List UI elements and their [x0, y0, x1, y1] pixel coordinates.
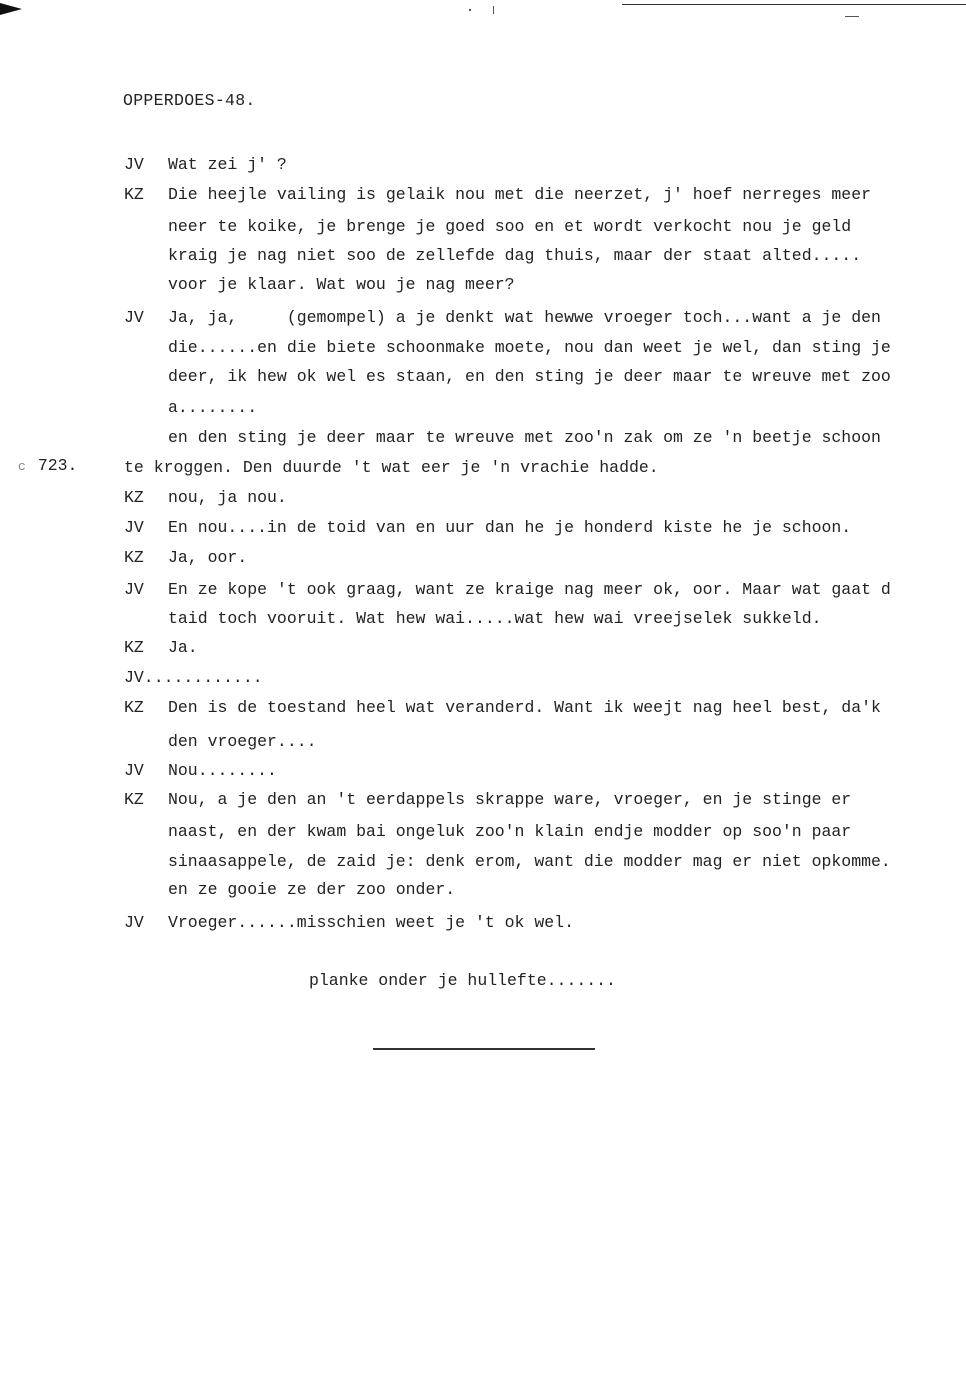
transcript-line: a........: [168, 398, 258, 417]
speck: [493, 6, 494, 14]
margin-symbol: c: [18, 459, 26, 474]
margin-note: [18, 456, 77, 475]
speaker-label: JV: [124, 761, 144, 780]
transcript-line: taid toch vooruit. Wat hew wai.....wat hew wai vreejselek sukkeld.: [168, 609, 822, 628]
transcript-line: deer, ik hew ok wel es staan, en den sting je deer maar te wreuve met zoo: [168, 367, 891, 386]
page-header: OPPERDOES-48.: [123, 91, 256, 110]
speaker-label: JV............: [124, 668, 263, 687]
transcript-line: Ja.: [168, 638, 198, 657]
speaker-label: JV: [124, 518, 144, 537]
transcript-line: kraig je nag niet soo de zellefde dag thuis, maar der staat alted.....: [168, 246, 862, 265]
trailing-line: planke onder je hullefte.......: [309, 971, 616, 990]
transcript-line: den vroeger....: [168, 732, 317, 751]
transcript-line: te kroggen. Den duurde 't wat eer je 'n vrachie hadde.: [124, 458, 659, 477]
transcript-line: Die heejle vailing is gelaik nou met die neerzet, j' hoef nerreges meer: [168, 185, 872, 204]
transcript-line: en ze gooie ze der zoo onder.: [168, 880, 456, 899]
transcript-line: Nou, a je den an 't eerdappels skrappe ware, vroeger, en je stinge er: [168, 790, 852, 809]
speaker-label: JV: [124, 308, 144, 327]
speaker-label: JV: [124, 580, 144, 599]
speaker-label: KZ: [124, 488, 144, 507]
speaker-label: KZ: [124, 548, 144, 567]
speaker-label: KZ: [124, 698, 144, 717]
speaker-label: JV: [124, 155, 144, 174]
closing-rule: [373, 1048, 595, 1050]
transcript-line: Vroeger......misschien weet je 't ok wel.: [168, 913, 574, 932]
transcript-line: Nou........: [168, 761, 277, 780]
top-rule-mark: [845, 16, 859, 17]
transcript-line: naast, en der kwam bai ongeluk zoo'n klain endje modder op soo'n paar: [168, 822, 852, 841]
transcript-line: die......en die biete schoonmake moete, nou dan weet je wel, dan sting je: [168, 338, 891, 357]
corner-arrow-mark: [0, 3, 22, 15]
transcript-line: En nou....in de toid van en uur dan he je honderd kiste he je schoon.: [168, 518, 852, 537]
transcript-line: Ja, ja, (gemompel) a je denkt wat hewwe vroeger toch...want a je den: [168, 308, 881, 327]
speaker-label: KZ: [124, 638, 144, 657]
transcript-line: Den is de toestand heel wat veranderd. Want ik weejt nag heel best, da'k: [168, 698, 881, 717]
transcript-line: nou, ja nou.: [168, 488, 287, 507]
speaker-label: KZ: [124, 790, 144, 809]
speaker-label: JV: [124, 913, 144, 932]
speaker-label: KZ: [124, 185, 144, 204]
transcript-line: En ze kope 't ook graag, want ze kraige nag meer ok, oor. Maar wat gaat d: [168, 580, 891, 599]
top-rule: [622, 4, 966, 5]
transcript-line: neer te koike, je brenge je goed soo en et wordt verkocht nou je geld: [168, 217, 852, 236]
speck: [469, 9, 471, 11]
transcript-line: en den sting je deer maar te wreuve met zoo'n zak om ze 'n beetje schoon: [168, 428, 881, 447]
transcript-line: voor je klaar. Wat wou je nag meer?: [168, 275, 515, 294]
transcript-line: Wat zei j' ?: [168, 155, 287, 174]
margin-number: 723.: [37, 456, 78, 475]
transcript-line: sinaasappele, de zaid je: denk erom, want die modder mag er niet opkomme.: [168, 852, 891, 871]
transcript-line: Ja, oor.: [168, 548, 248, 567]
